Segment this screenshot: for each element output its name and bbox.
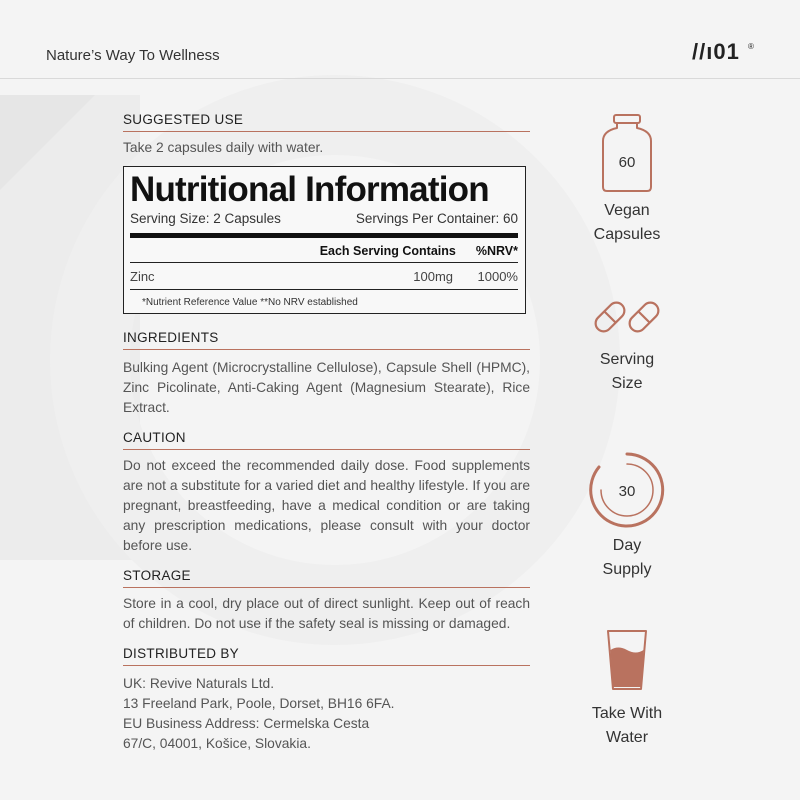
calendar-circle-icon [587, 450, 667, 530]
nutrition-footnote: *Nutrient Reference Value **No NRV established [142, 297, 358, 308]
feature-label [572, 199, 682, 247]
label-content [123, 112, 530, 754]
day-count: 30 [618, 483, 636, 500]
ingredients-section [123, 330, 530, 418]
feature-label-line: Vegan [604, 202, 650, 219]
brand-tagline: Nature’s Way To Wellness [46, 47, 220, 64]
feature-label-line: Supply [602, 561, 652, 578]
nutrition-title: Nutritional Information [130, 170, 489, 209]
nutrient-nrv: 1000% [477, 269, 518, 284]
each-serving-header: Each Serving Contains [319, 244, 456, 258]
feature-label-line: Serving [599, 351, 655, 368]
distributed-by-section [123, 646, 530, 754]
storage-heading: STORAGE [123, 568, 530, 588]
nutrition-column-headers [130, 238, 518, 263]
caution-section [123, 430, 530, 556]
nrv-header: %NRV* [475, 244, 518, 258]
nutrition-facts-panel [123, 166, 526, 314]
caution-heading: CAUTION [123, 430, 530, 450]
feature-vegan-capsules [572, 113, 682, 247]
brand-logo [692, 38, 756, 66]
storage-text: Store in a cool, dry place out of direct sunlight. Keep out of reach of children. Do not use if the safety seal is missing or damaged. [123, 596, 530, 631]
suggested-use-heading: SUGGESTED USE [123, 112, 530, 132]
feature-take-with-water [572, 628, 682, 750]
feature-day-supply [572, 450, 682, 582]
address-line: 67/C, 04001, Košice, Slovakia. [123, 736, 311, 751]
feature-label-line: Size [611, 375, 643, 392]
feature-label-line: Capsules [593, 226, 661, 243]
serving-size: Serving Size: 2 Capsules [130, 211, 281, 226]
water-glass-icon [605, 628, 649, 692]
logo-text: //ı01 [692, 39, 740, 64]
distributor-address [123, 674, 530, 754]
feature-serving-size [572, 295, 682, 396]
logo-registered-mark: ® [748, 42, 754, 51]
feature-label-line: Water [605, 729, 649, 746]
suggested-use-section [123, 112, 530, 158]
nutrient-row [130, 263, 518, 290]
storage-section [123, 568, 530, 634]
servings-per-container: Servings Per Container: 60 [355, 211, 518, 226]
serving-info-row [130, 211, 518, 238]
nutrient-name: Zinc [130, 269, 155, 284]
feature-label [572, 348, 682, 396]
ingredients-heading: INGREDIENTS [123, 330, 530, 350]
address-line: 13 Freeland Park, Poole, Dorset, BH16 6FA. [123, 696, 395, 711]
address-line: EU Business Address: Cermelska Cesta [123, 716, 370, 731]
ingredients-text: Bulking Agent (Microcrystalline Cellulose), Capsule Shell (HPMC), Zinc Picolinate, Anti-Caking Agent (Magnesium Stearate), Rice Extract. [123, 360, 530, 415]
suggested-use-text: Take 2 capsules daily with water. [123, 140, 324, 155]
feature-label-line: Day [612, 537, 642, 554]
address-line: UK: Revive Naturals Ltd. [123, 676, 275, 691]
feature-label-line: Take With [591, 705, 663, 722]
nutrient-amount: 100mg [413, 269, 453, 284]
header-divider [0, 78, 800, 79]
bottle-icon [597, 113, 657, 193]
distributed-by-heading: DISTRIBUTED BY [123, 646, 530, 666]
bottle-count: 60 [618, 154, 636, 171]
feature-label [572, 534, 682, 582]
feature-label [572, 702, 682, 750]
caution-text: Do not exceed the recommended daily dose. Food supplements are not a substitute for a varied diet and healthy lifestyle. If you are pregnant, breastfeeding, have a medical condition or are taking any prescription medications, please consult with your doctor before use. [123, 458, 530, 553]
capsules-icon [591, 295, 663, 339]
